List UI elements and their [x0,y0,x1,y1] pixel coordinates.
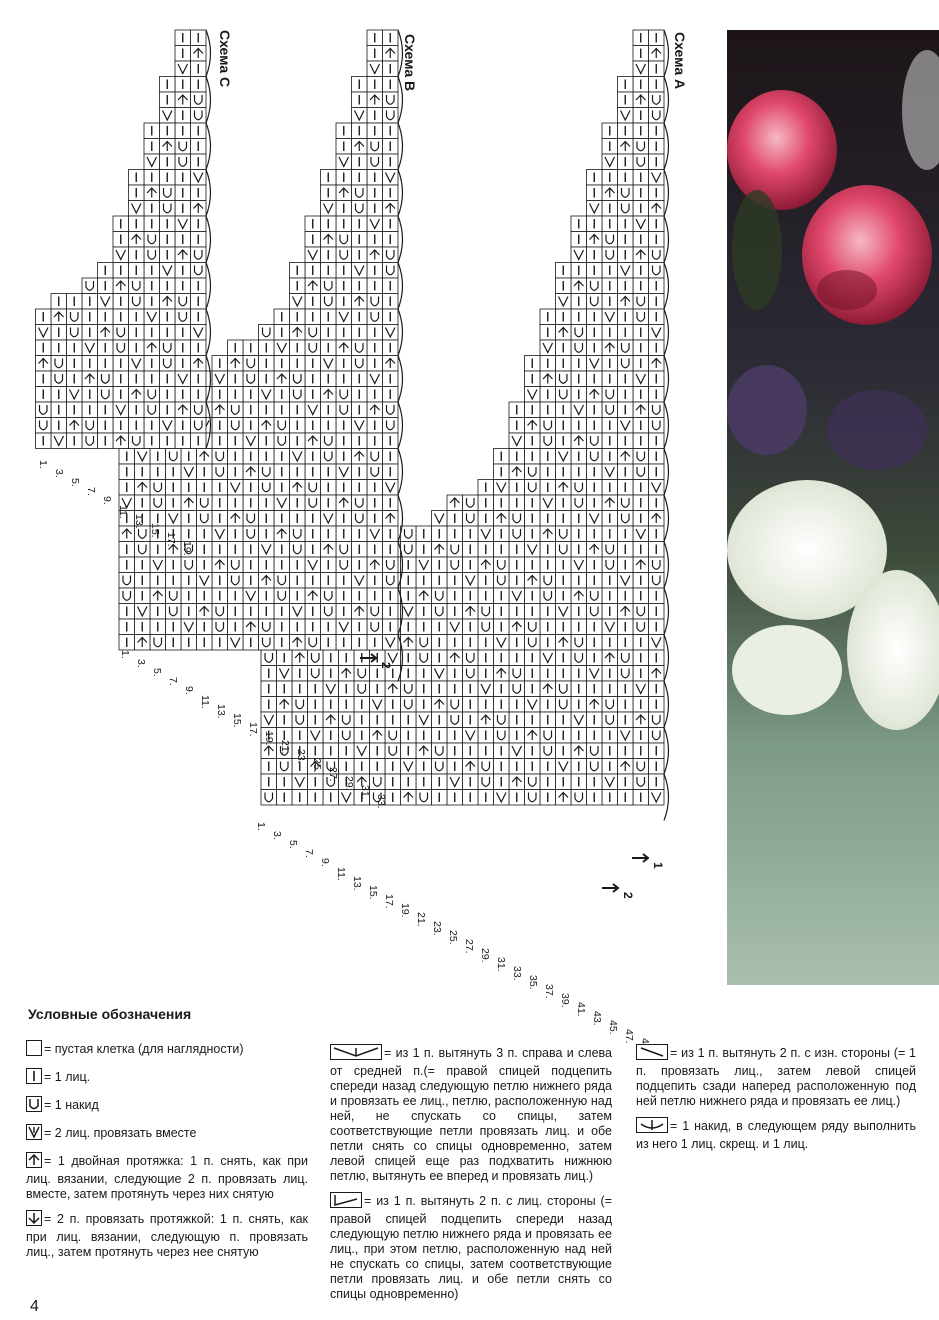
row-number: 21. [279,740,291,755]
legend-column-2 [330,1044,612,1310]
row-number: 29. [343,776,355,791]
row-number: 25. [447,930,459,945]
row-number: 33. [511,966,523,981]
legend-item-empty [26,1040,308,1060]
page-number: 4 [30,1298,39,1315]
row-arrow-icon [602,884,618,892]
legend-text: = из 1 п. вытянуть 2 п. с изн. стороны (= 1 п. провязать лиц., затем левой спицей подцепить сзади наперед расположенную под ней петлю нижнего ряда и провязать ее лиц.) [636,1046,916,1108]
row-number: 1. [119,650,131,659]
legend-item-pull-3-3 [330,1044,612,1184]
row-number: 33. [375,794,387,809]
row-number: 5. [151,668,163,677]
legend-text: = 2 п. провязать протяжкой: 1 п. снять, как при лиц. вязании, следующую п. провязать лиц., затем протянуть через нее снятую [26,1212,308,1259]
row-number: 11. [199,695,211,709]
empty-cell-icon [26,1040,42,1060]
row-arrow-label: 2 [379,662,393,669]
row-arrow-label: 2 [621,892,635,899]
row-number: 21. [415,912,427,927]
legend-column-1 [26,1040,308,1268]
legend-text: = 1 накид [44,1098,99,1112]
row-number: 19. [263,731,275,746]
legend-item-pull [26,1210,308,1260]
row-number: 17. [383,894,395,909]
legend-text: = пустая клетка (для наглядности) [44,1042,244,1056]
row-number: 27. [463,939,475,954]
row-number: 13. [215,704,227,719]
row-number: 15. [367,885,379,900]
row-number: 27. [327,767,339,782]
row-number: 7. [167,677,179,686]
row-number: 13. [351,876,363,891]
row-arrow-icon [632,854,648,862]
chart-title-c: Схема С [217,30,233,88]
legend-item-k2tog [26,1124,308,1144]
legend-column-3 [636,1044,916,1160]
row-number: 19. [181,541,193,556]
row-number: 47. [623,1029,635,1044]
row-number: 3. [53,469,65,478]
row-number: 15. [149,523,161,538]
legend-item-pull-2-front [330,1192,612,1302]
legend-item-knit [26,1068,308,1088]
legend-text: = 1 двойная протяжка: 1 п. снять, как при лиц. вязании, следующие 2 п. провязать лиц. вместе, затем протянуть через них снятую [26,1154,308,1201]
row-number: 39. [559,993,571,1008]
pull-3-3-icon [330,1044,382,1064]
row-number: 31. [495,957,507,972]
row-number: 11. [117,505,129,519]
row-number: 3. [271,831,283,840]
row-number: 45. [607,1020,619,1035]
pull-2-back-icon [636,1044,668,1064]
pull-icon [26,1210,42,1230]
row-number: 7. [303,849,315,858]
legend-text: = из 1 п. вытянуть 3 п. справа и слева от средней п.(= правой спицей подцепить спереди назад следующую петлю нижнего ряда и провязать ее лиц., петлю, расположенную над ней, не спускать со спицы, затем соответствующие петли провязать лиц. и обе петли снять со спицы одновременно, затем левой спицей еще раз подхватить нижнюю петлю, вытянуть ее вперед и провязать лиц.) [330,1046,612,1183]
double-pull-icon [26,1152,42,1172]
row-number: 17. [165,532,177,547]
k2tog-icon [26,1124,42,1144]
row-number: 25. [311,758,323,773]
yo-twisted-icon [636,1117,668,1137]
row-number: 9. [101,496,113,505]
yarn-over-icon [26,1096,42,1116]
row-number: 5. [69,478,81,487]
legend-title: Условные обозначения [28,1006,192,1022]
chart-title-a: Схема А [672,32,688,90]
row-number: 17. [247,722,259,737]
row-number: 5. [287,840,299,849]
row-number: 1. [37,460,49,469]
legend-item-yo [26,1096,308,1116]
row-number: 11. [335,867,347,881]
row-number: 13. [133,514,145,529]
legend-text: = из 1 п. вытянуть 2 п. с лиц. стороны (= правой спицей подцепить спереди назад следующую петлю нижнего ряда и провязать ее лиц., при этом петлю, расположенную над ней не спускать со спицы, затем соответствующие петли провязать лиц. и обе петли снять со спицы одновременно) [330,1194,612,1301]
legend-item-pull-2-back [636,1044,916,1109]
row-number: 31. [359,785,371,800]
pull-2-front-icon [330,1192,362,1212]
legend-text: = 2 лиц. провязать вместе [44,1126,197,1140]
row-number: 41. [575,1002,587,1017]
row-number: 1. [255,822,267,831]
legend-text: = 1 лиц. [44,1070,91,1084]
row-number: 9. [319,858,331,867]
row-number: 23. [295,749,307,764]
row-number: 23. [431,921,443,936]
legend-item-yo-twisted [636,1117,916,1152]
row-number: 29. [479,948,491,963]
row-number: 19. [399,903,411,918]
legend-item-double-pull [26,1152,308,1202]
row-number: 43. [591,1011,603,1026]
row-number: 37. [543,984,555,999]
chart-title-b: Схема В [402,34,418,92]
row-number: 7. [85,487,97,496]
row-number: 35. [527,975,539,990]
row-number: 9. [183,686,195,695]
row-number: 3. [135,659,147,668]
legend-text: = 1 накид, в следующем ряду выполнить из него 1 лиц. скрещ. и 1 лиц. [636,1119,916,1151]
row-number: 15. [231,713,243,728]
row-arrow-label: 1 [651,862,665,869]
knit-icon [26,1068,42,1088]
